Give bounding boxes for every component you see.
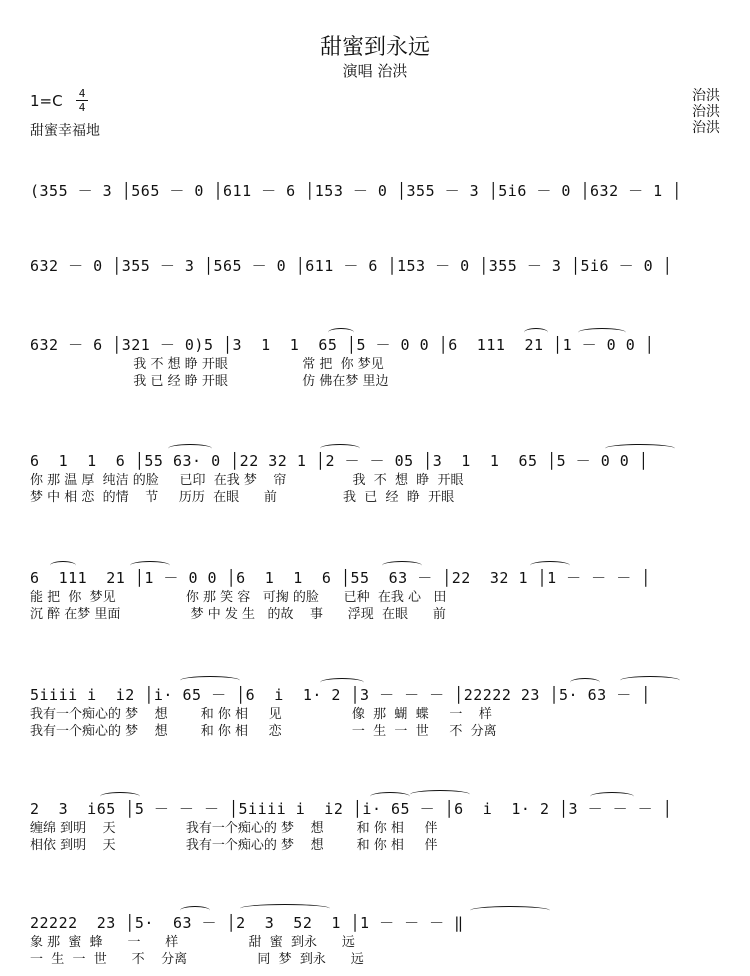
lyric-verse-1: 象 那 蜜 蜂 一 样 甜 蜜 到永 远 [30,935,355,950]
time-signature-bottom: 4 [78,101,86,114]
time-signature [76,88,88,113]
expression-mark: 甜蜜幸福地 [30,123,100,139]
lyric-verse-1: 你 那 温 厚 纯洁 的脸 已印 在我 梦 帘 我 不 想 睁 开眼 [30,473,464,488]
slur-mark [320,678,364,687]
slur-mark [320,444,360,453]
lyric-verse-1: 我有一个痴心的 梦 想 和 你 相 见 像 那 蝴 蝶 一 样 [30,707,492,722]
credits [692,88,720,136]
song-title: 甜蜜到永远 [319,35,430,60]
notation-line: 632 － 6 │321 － 0)5 │3 1 1 65 │5 － 0 0 │6 111 21 │1 － 0 0 │ [30,336,655,354]
slur-mark [180,676,240,685]
slur-mark [605,444,675,453]
slur-mark [470,906,550,915]
lyricist-credit: 治洪 [692,88,720,104]
song-subtitle: 演唱 治洪 [342,62,408,80]
slur-mark [180,906,210,915]
slur-mark [168,444,212,453]
lyric-verse-1: 我 不 想 睁 开眼 常 把 你 梦见 [30,357,384,372]
slur-mark [530,561,570,570]
notation-line: 6 111 21 │1 － 0 0 │6 1 1 6 │55 63 － │22 32 1 │1 － － － │ [30,569,651,587]
notation-line: 2 3 i65 │5 － － － │5iiii i i2 │i· 65 － │6 i 1· 2 │3 － － － │ [30,800,673,818]
slur-mark [130,561,170,570]
lyric-verse-2: 梦 中 相 恋 的情 节 历历 在眼 前 我 已 经 睁 开眼 [30,490,455,505]
lyric-verse-2: 沉 醉 在梦 里面 梦 中 发 生 的故 事 浮现 在眼 前 [30,607,446,622]
slur-mark [570,678,600,687]
slur-mark [50,561,76,570]
notation-line: 6 1 1 6 │55 63· 0 │22 32 1 │2 － － 05 │3 1 1 65 │5 － 0 0 │ [30,452,649,470]
score-row-5 [30,567,730,623]
slur-mark [370,792,410,801]
lyric-verse-1: 能 把 你 梦见 你 那 笑 容 可掬 的脸 已种 在我 心 田 [30,590,447,605]
key-signature: 1=C [30,92,63,110]
score-row-1 [30,180,730,202]
composer-credit: 治洪 [692,104,720,120]
score-row-3 [30,334,730,390]
score-row-6 [30,684,730,740]
slur-mark [100,792,140,801]
score-row-8 [30,912,730,968]
slur-mark [410,790,470,799]
time-signature-top: 4 [78,87,86,100]
score-row-7 [30,798,730,854]
score-row-4 [30,450,730,506]
arranger-credit: 治洪 [692,120,720,136]
slur-mark [590,792,634,801]
notation-line: 632 － 0 │355 － 3 │565 － 0 │611 － 6 │153 － 0 │355 － 3 │5i6 － 0 │ [30,257,673,275]
slur-mark [578,328,626,337]
notation-line: 22222 23 │5· 63 － │2 3 52 1 │1 － － － ‖ [30,914,464,932]
notation-line: (355 － 3 │565 － 0 │611 － 6 │153 － 0 │355 － 3 │5i6 － 0 │632 － 1 │ [30,182,682,200]
lyric-verse-1: 缠绵 到明 天 我有一个痴心的 梦 想 和 你 相 伴 [30,821,438,836]
slur-mark [620,676,680,685]
lyric-verse-2: 我有一个痴心的 梦 想 和 你 相 恋 一 生 一 世 不 分离 [30,724,497,739]
score-row-2 [30,255,730,277]
slur-mark [240,904,330,913]
slur-mark [382,561,422,570]
slur-mark [328,328,354,337]
lyric-verse-2: 一 生 一 世 不 分离 同 梦 到永 远 [30,952,364,967]
lyric-verse-2: 相依 到明 天 我有一个痴心的 梦 想 和 你 相 伴 [30,838,438,853]
slur-mark [524,328,548,337]
lyric-verse-2: 我 已 经 睁 开眼 仿 佛在梦 里边 [30,374,389,389]
notation-line: 5iiii i i2 │i· 65 － │6 i 1· 2 │3 － － － │22222 23 │5· 63 － │ [30,686,651,704]
